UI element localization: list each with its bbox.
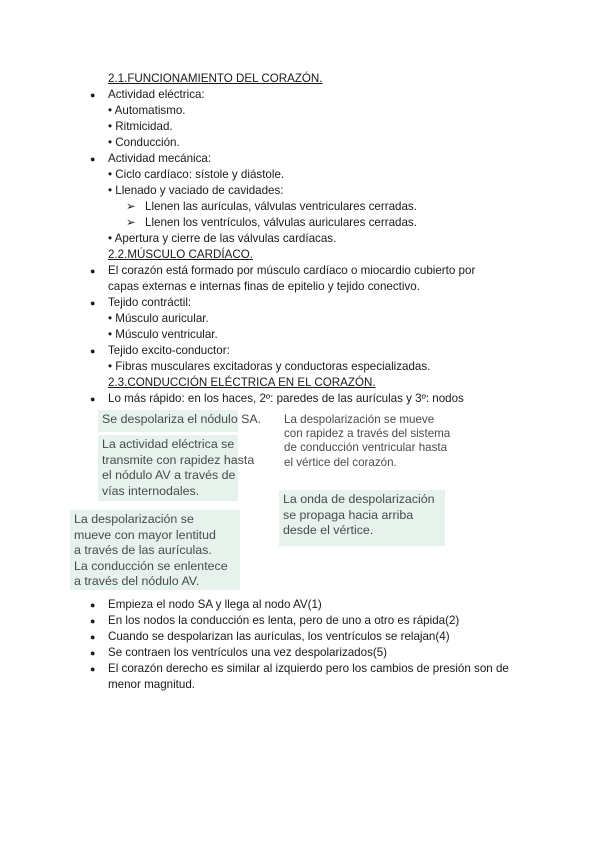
caption-box-sa-node: [98, 410, 262, 432]
list-item: Llenen las aurículas, válvulas ventriculares cerradas.: [145, 200, 417, 213]
list-item: • Ritmicidad.: [108, 120, 173, 133]
caption-line: Se despolariza el nódulo SA.: [102, 412, 262, 426]
caption-line: desde el vértice.: [283, 523, 374, 537]
arrow-icon: ➢: [126, 200, 136, 213]
caption-line: mueve con mayor lentitud: [74, 527, 216, 542]
caption-line: el nódulo AV a través de: [102, 468, 236, 482]
heading-musculo: 2.2.MÚSCULO CARDÍACO.: [108, 248, 253, 261]
bullet-icon: ●: [90, 648, 96, 658]
bullet-icon: ●: [90, 600, 96, 610]
summary-item-continuation: menor magnitud.: [108, 678, 195, 691]
paragraph-line: capas externas e internas finas de epitelio y tejido conectivo.: [108, 280, 420, 293]
caption-box-upward-wave: [279, 490, 445, 546]
heading-conduccion: 2.3.CONDUCCIÓN ELÉCTRICA EN EL CORAZÓN.: [108, 376, 376, 389]
summary-item: En los nodos la conducción es lenta, pero de uno a otro es rápida(2): [108, 614, 460, 627]
paragraph-line: Lo más rápido: en los haces, 2º: paredes de las aurículas y 3º: nodos: [108, 392, 464, 405]
caption-line: La conducción se enlentece: [74, 558, 228, 573]
list-item: • Conducción.: [108, 136, 180, 149]
caption-box-ventricular: [280, 411, 452, 475]
caption-line: de conducción ventricular hasta: [284, 441, 448, 455]
summary-item: Cuando se despolarizan las aurículas, los ventrículos se relajan(4): [108, 630, 450, 643]
excito-label: Tejido excito-conductor:: [108, 344, 230, 357]
mechanic-activity-label: Actividad mecánica:: [108, 152, 212, 165]
caption-box-atria: [70, 510, 240, 590]
list-item: Llenen los ventrículos, válvulas auriculares cerradas.: [145, 216, 417, 229]
bullet-icon: ●: [90, 266, 96, 276]
contractile-label: Tejido contráctil:: [108, 296, 192, 309]
bullet-icon: ●: [90, 664, 96, 674]
list-item: • Apertura y cierre de las válvulas cardíacas.: [108, 232, 337, 245]
list-item: • Automatismo.: [108, 104, 186, 117]
summary-item: Empieza el nodo SA y llega al nodo AV(1): [108, 598, 322, 611]
list-item: • Músculo ventricular.: [108, 328, 218, 341]
list-item: • Músculo auricular.: [108, 312, 209, 325]
caption-line: a través del nódulo AV.: [74, 574, 200, 588]
caption-line: La despolarización se: [74, 512, 194, 526]
caption-line: a través de las aurículas.: [74, 543, 212, 557]
list-item: • Fibras musculares excitadoras y conductoras especializadas.: [108, 360, 431, 373]
bullet-icon: ●: [90, 616, 96, 626]
caption-line: se propaga hacia arriba: [283, 507, 414, 522]
list-item: • Ciclo cardíaco: sístole y diástole.: [108, 168, 285, 181]
paragraph-line: El corazón está formado por músculo cardíaco o miocardio cubierto por: [108, 264, 476, 277]
summary-item: Se contraen los ventrículos una vez despolarizados(5): [108, 646, 388, 659]
caption-line: La despolarización se mueve: [284, 413, 435, 426]
caption-line: vías internodales.: [102, 483, 200, 498]
summary-item: El corazón derecho es similar al izquierdo pero los cambios de presión son de: [108, 662, 509, 675]
caption-line: La actividad eléctrica se: [102, 437, 235, 451]
bullet-icon: ●: [90, 298, 96, 308]
caption-box-internodal: [98, 435, 255, 501]
caption-line: La onda de despolarización: [283, 492, 435, 506]
bullet-icon: ●: [90, 346, 96, 356]
bullet-icon: ●: [90, 90, 96, 100]
caption-line: con rapidez a través del sistema: [284, 427, 451, 441]
electric-activity-label: Actividad eléctrica:: [108, 88, 205, 101]
heading-funcionamiento: 2.1.FUNCIONAMIENTO DEL CORAZÓN.: [108, 72, 323, 85]
bullet-icon: ●: [90, 154, 96, 164]
bullet-icon: ●: [90, 632, 96, 642]
caption-line: transmite con rapidez hasta: [102, 452, 255, 467]
caption-line: el vértice del corazón.: [284, 455, 397, 469]
bullet-icon: ●: [90, 394, 96, 404]
list-item: • Llenado y vaciado de cavidades:: [108, 184, 284, 197]
arrow-icon: ➢: [126, 216, 136, 229]
